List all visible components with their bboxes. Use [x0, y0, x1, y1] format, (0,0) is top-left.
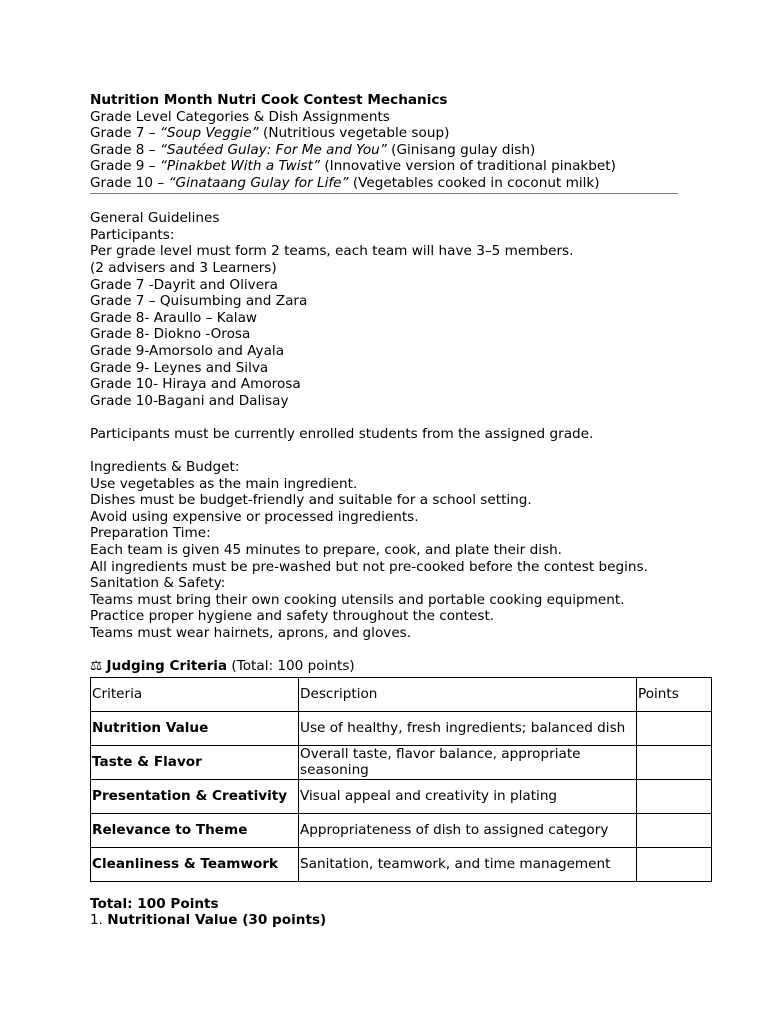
rules-heading: Ingredients & Budget: — [90, 459, 240, 476]
criteria-cell: Cleanliness & Teamwork — [91, 847, 299, 881]
rules-line: All ingredients must be pre-washed but not pre-cooked before the contest begins. — [90, 558, 648, 575]
assignment-line: Grade 9 – “Pinakbet With a Twist” (Innovative version of traditional pinakbet) — [90, 158, 616, 175]
assignment-line: Grade 10 – “Ginataang Gulay for Life” (Vegetables cooked in coconut milk) — [90, 174, 600, 191]
table-row — [91, 813, 712, 847]
column-header-criteria: Criteria — [91, 677, 299, 711]
rules-line: Each team is given 45 minutes to prepare, cook, and plate their dish. — [90, 542, 563, 559]
team-line: Grade 8- Diokno -Orosa — [90, 326, 251, 343]
table-row — [91, 711, 712, 745]
description-cell: Visual appeal and creativity in plating — [299, 779, 637, 813]
table-header-row — [91, 677, 712, 711]
criteria-cell: Nutrition Value — [91, 711, 299, 745]
enrollment-note: Participants must be currently enrolled students from the assigned grade. — [90, 425, 594, 442]
rules-heading: Preparation Time: — [90, 525, 211, 542]
dish-name: “Sautéed Gulay: For Me and You” — [159, 141, 387, 158]
document-title: Nutrition Month Nutri Cook Contest Mechanics — [90, 92, 448, 108]
team-line: Grade 7 – Quisumbing and Zara — [90, 293, 308, 310]
team-line: Grade 10- Hiraya and Amorosa — [90, 376, 301, 393]
team-line: Grade 7 -Dayrit and Olivera — [90, 276, 278, 293]
rules-line: Use vegetables as the main ingredient. — [90, 475, 358, 492]
rules-line: Practice proper hygiene and safety throughout the contest. — [90, 608, 495, 625]
dish-name: “Ginataang Gulay for Life” — [168, 174, 349, 191]
participants-list — [90, 243, 710, 409]
criteria-cell: Relevance to Theme — [91, 813, 299, 847]
criteria-cell: Presentation & Creativity — [91, 779, 299, 813]
scales-icon: ⚖ — [90, 658, 103, 675]
table-row — [91, 779, 712, 813]
rules-line: Avoid using expensive or processed ingredients. — [90, 508, 419, 525]
points-cell — [637, 813, 712, 847]
criteria-cell: Taste & Flavor — [91, 745, 299, 779]
column-header-points: Points — [637, 677, 712, 711]
table-row — [91, 745, 712, 779]
participants-line: (2 advisers and 3 Learners) — [90, 259, 277, 276]
points-cell — [637, 779, 712, 813]
description-cell: Use of healthy, fresh ingredients; balanced dish — [299, 711, 637, 745]
participants-line: Per grade level must form 2 teams, each team will have 3–5 members. — [90, 243, 574, 260]
rules-line: Dishes must be budget-friendly and suitable for a school setting. — [90, 492, 532, 509]
team-line: Grade 9- Leynes and Silva — [90, 359, 269, 376]
description-cell: Appropriateness of dish to assigned category — [299, 813, 637, 847]
team-line: Grade 10-Bagani and Dalisay — [90, 392, 289, 409]
dish-name: “Pinakbet With a Twist” — [159, 158, 321, 175]
judging-table — [90, 677, 712, 882]
assignment-line: Grade 7 – “Soup Veggie” (Nutritious vegetable soup) — [90, 125, 450, 142]
participants-heading: Participants: — [90, 226, 175, 243]
judging-heading: ⚖ Judging Criteria (Total: 100 points) — [90, 658, 355, 675]
rules-section — [90, 459, 710, 642]
team-line: Grade 8- Araullo – Kalaw — [90, 309, 258, 326]
numbered-item: 1. Nutritional Value (30 points) — [90, 912, 327, 929]
column-header-description: Description — [299, 677, 637, 711]
dish-name: “Soup Veggie” — [159, 125, 259, 142]
points-cell — [637, 847, 712, 881]
document-page — [90, 92, 710, 929]
description-cell: Overall taste, flavor balance, appropriate seasoning — [299, 745, 637, 779]
total-points: Total: 100 Points — [90, 895, 219, 912]
points-cell — [637, 745, 712, 779]
assignment-line: Grade 8 – “Sautéed Gulay: For Me and You” (Ginisang gulay dish) — [90, 141, 536, 158]
description-cell: Sanitation, teamwork, and time management — [299, 847, 637, 881]
rules-heading: Sanitation & Safety: — [90, 575, 226, 592]
categories-heading: Grade Level Categories & Dish Assignments — [90, 108, 390, 125]
points-cell — [637, 711, 712, 745]
table-row — [91, 847, 712, 881]
rules-line: Teams must bring their own cooking utensils and portable cooking equipment. — [90, 591, 625, 608]
team-line: Grade 9-Amorsolo and Ayala — [90, 342, 285, 359]
rules-line: Teams must wear hairnets, aprons, and gloves. — [90, 625, 412, 641]
guidelines-heading: General Guidelines — [90, 210, 220, 227]
